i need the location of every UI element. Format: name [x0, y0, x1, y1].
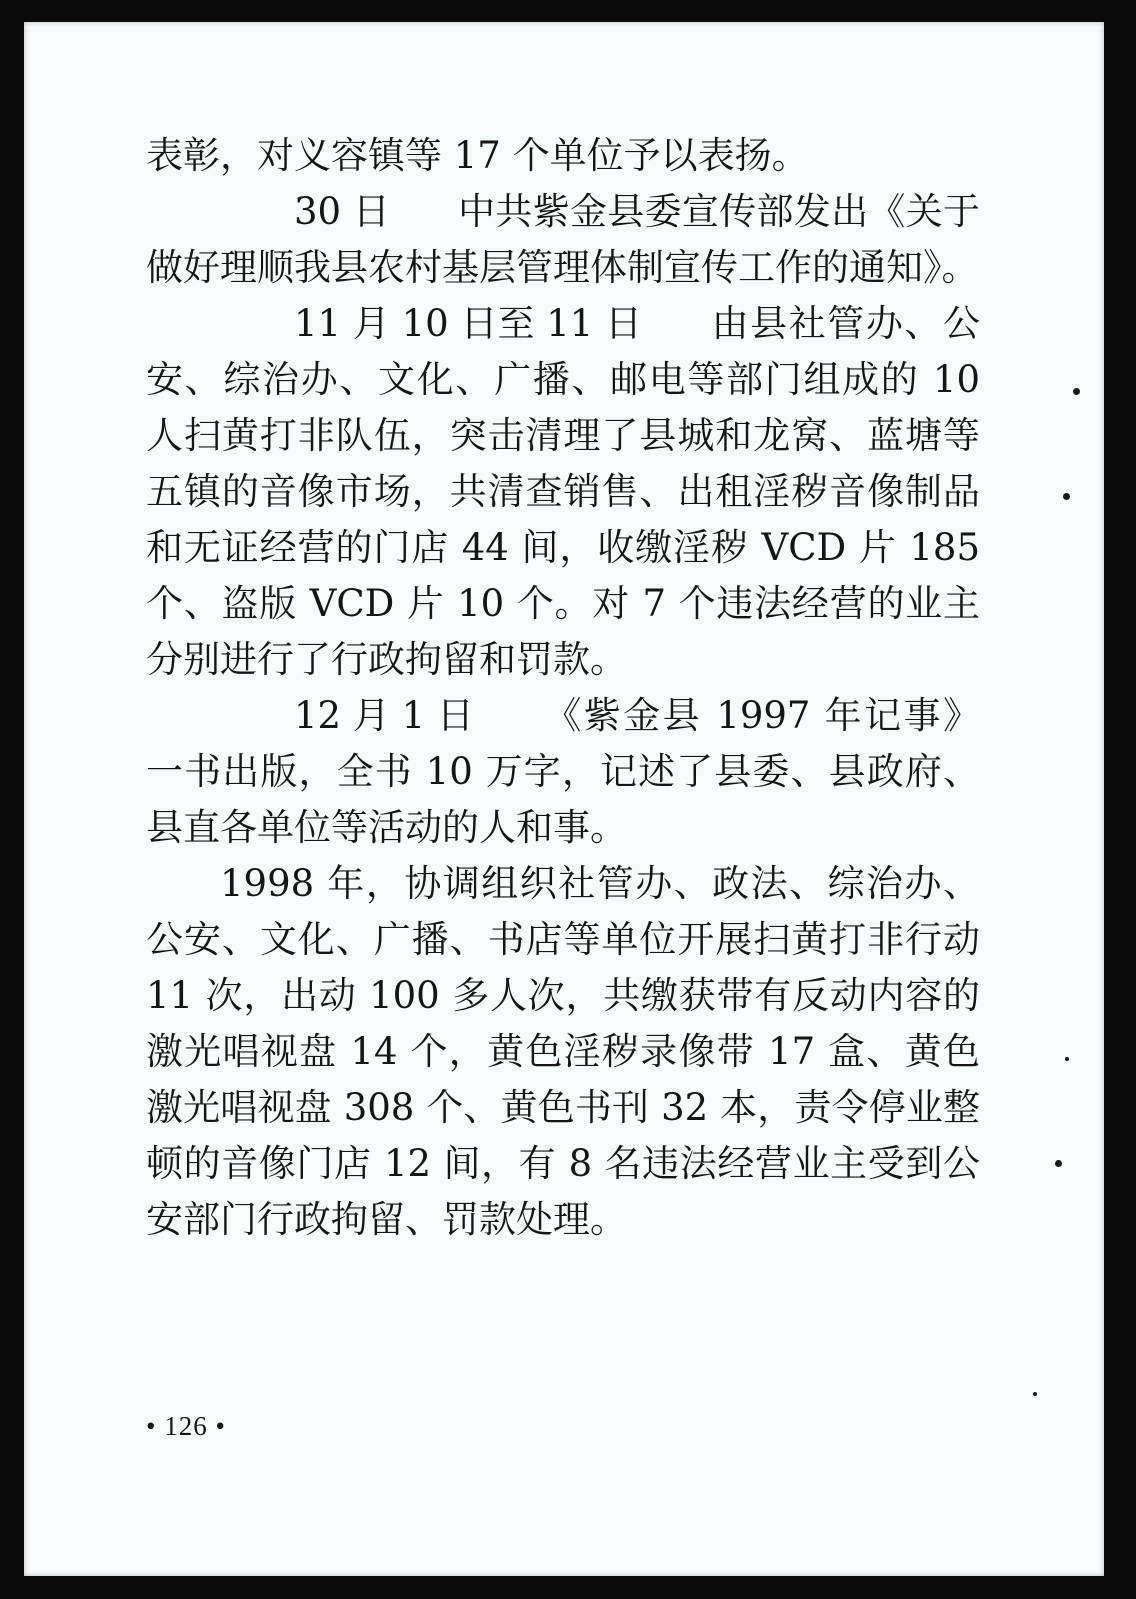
paragraph-1-text: 表彰，对义容镇等 17 个单位予以表扬。 — [146, 134, 809, 177]
paragraph-2 — [146, 184, 980, 296]
entry-text: 《紫金县 1997 年记事》一书出版，全书 10 万字，记述了县委、县政府、县直各单位等活动的人和事。 — [146, 694, 980, 849]
entry-text: 中共紫金县委宣传部发出《关于做好理顺我县农村基层管理体制宣传工作的通知》。 — [146, 190, 980, 289]
paragraph-1 — [146, 128, 980, 184]
entry-date: 11 月 10 日至 11 日 — [294, 302, 643, 345]
paragraph-4 — [146, 688, 980, 856]
entry-date: 30 日 — [294, 190, 390, 233]
scan-speck — [1065, 1057, 1069, 1061]
entry-date: 12 月 1 日 — [294, 694, 474, 737]
scan-speck — [1063, 493, 1070, 500]
paragraph-5 — [146, 856, 980, 1248]
scan-speck — [1073, 388, 1080, 395]
entry-text: 1998 年，协调组织社管办、政法、综治办、公安、文化、广播、书店等单位开展扫黄打非行动 11 次，出动 100 多人次，共缴获带有反动内容的激光唱视盘 14 个，黄色淫秽录像带 17 盒、黄色激光唱视盘 308 个、黄色书刊 32 本，责令停业整顿的音像门店 12 间，有 8 名违法经营业主受到公安部门行政拘留、罚款处理。 — [146, 862, 980, 1241]
scan-speck — [1033, 1392, 1037, 1396]
entry-text: 由县社管办、公安、综治办、文化、广播、邮电等部门组成的 10 人扫黄打非队伍，突击清理了县城和龙窝、蓝塘等五镇的音像市场，共清查销售、出租淫秽音像制品和无证经营的门店 44 间，收缴淫秽 VCD 片 185 个、盗版 VCD 片 10 个。对 7 个违法经营的业主分别进行了行政拘留和罚款。 — [146, 302, 980, 681]
page-number: • 126 • — [146, 1411, 226, 1441]
page-body — [146, 128, 980, 1248]
scan-speck — [1055, 1160, 1062, 1167]
paragraph-3 — [146, 296, 980, 688]
